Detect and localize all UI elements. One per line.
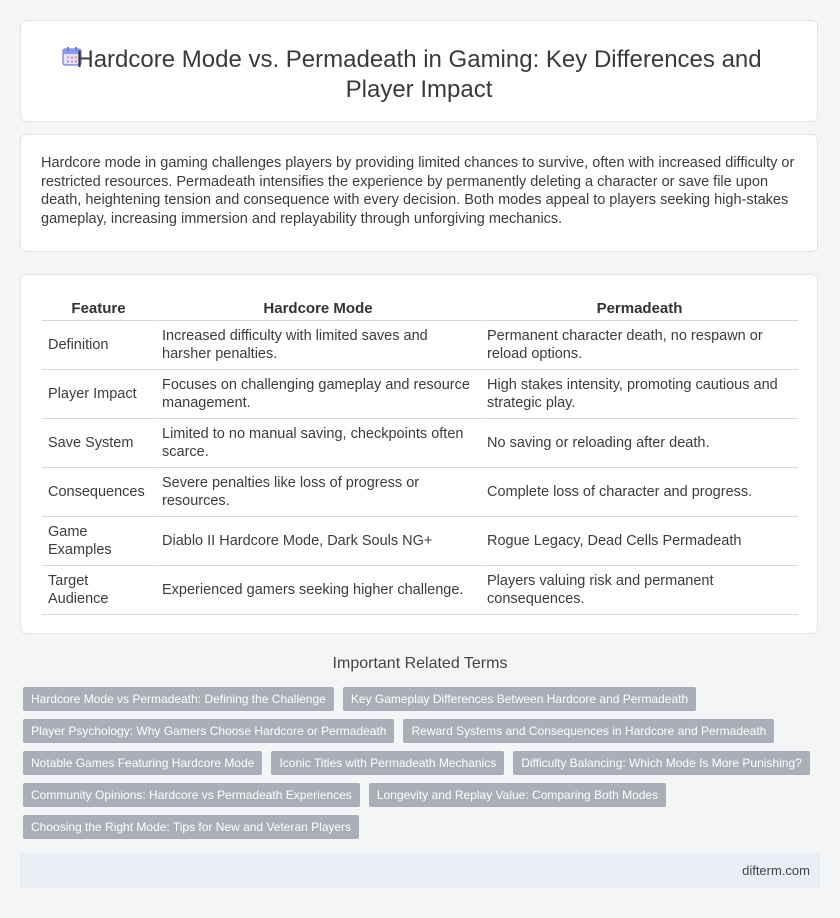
related-term-tag[interactable]: Iconic Titles with Permadeath Mechanics	[271, 751, 504, 775]
table-row	[42, 468, 798, 517]
hardcore-cell: Limited to no manual saving, checkpoints often scarce.	[155, 419, 480, 468]
feature-cell: Save System	[42, 419, 155, 468]
table-row	[42, 321, 798, 370]
hardcore-cell: Focuses on challenging gameplay and resource management.	[155, 370, 480, 419]
permadeath-cell: Permanent character death, no respawn or reload options.	[480, 321, 798, 370]
hardcore-cell: Diablo II Hardcore Mode, Dark Souls NG+	[155, 517, 480, 566]
related-terms-heading: Important Related Terms	[332, 655, 508, 672]
comparison-table	[42, 296, 798, 615]
hardcore-cell: Increased difficulty with limited saves and harsher penalties.	[155, 321, 480, 370]
table-row	[42, 566, 798, 615]
header-permadeath: Permadeath	[480, 296, 798, 321]
table-row	[42, 419, 798, 468]
feature-cell: Target Audience	[42, 566, 155, 615]
table-row	[42, 370, 798, 419]
permadeath-cell: Rogue Legacy, Dead Cells Permadeath	[480, 517, 798, 566]
related-term-tag[interactable]: Community Opinions: Hardcore vs Permadeath Experiences	[23, 783, 360, 807]
header-hardcore: Hardcore Mode	[155, 296, 480, 321]
related-term-tag[interactable]: Hardcore Mode vs Permadeath: Defining the Challenge	[23, 687, 334, 711]
feature-cell: Consequences	[42, 468, 155, 517]
related-term-tag[interactable]: Notable Games Featuring Hardcore Mode	[23, 751, 262, 775]
related-term-tag[interactable]: Reward Systems and Consequences in Hardcore and Permadeath	[403, 719, 774, 743]
related-term-tag[interactable]: Player Psychology: Why Gamers Choose Hardcore or Permadeath	[23, 719, 394, 743]
intro-card	[20, 134, 818, 252]
related-terms-tags	[23, 687, 823, 847]
feature-cell: Player Impact	[42, 370, 155, 419]
intro-paragraph: Hardcore mode in gaming challenges players by providing limited chances to survive, often with increased difficulty or restricted resources. Permadeath intensifies the experience by permanently deleting a character or save file upon death, heightening tension and consequence with every decision. Both modes appeal to players seeking high-stakes gameplay, increasing immersion and replayability through unforgiving mechanics.	[41, 155, 795, 227]
comparison-card	[20, 274, 818, 634]
footer	[20, 854, 820, 888]
hardcore-cell: Experienced gamers seeking higher challenge.	[155, 566, 480, 615]
permadeath-cell: Complete loss of character and progress.	[480, 468, 798, 517]
table-header-row	[42, 296, 798, 321]
footer-site-name[interactable]: difterm.com	[742, 863, 810, 878]
title-card	[20, 20, 818, 122]
related-term-tag[interactable]: Difficulty Balancing: Which Mode Is More Punishing?	[513, 751, 810, 775]
table-row	[42, 517, 798, 566]
related-term-tag[interactable]: Longevity and Replay Value: Comparing Both Modes	[369, 783, 666, 807]
hardcore-cell: Severe penalties like loss of progress or resources.	[155, 468, 480, 517]
feature-cell: Definition	[42, 321, 155, 370]
permadeath-cell: High stakes intensity, promoting cautious and strategic play.	[480, 370, 798, 419]
header-feature: Feature	[42, 296, 155, 321]
permadeath-cell: Players valuing risk and permanent consequences.	[480, 566, 798, 615]
related-term-tag[interactable]: Key Gameplay Differences Between Hardcore and Permadeath	[343, 687, 696, 711]
related-term-tag[interactable]: Choosing the Right Mode: Tips for New and Veteran Players	[23, 815, 359, 839]
permadeath-cell: No saving or reloading after death.	[480, 419, 798, 468]
page-title: Hardcore Mode vs. Permadeath in Gaming: Key Differences and Player Impact	[76, 46, 762, 103]
feature-cell: Game Examples	[42, 517, 155, 566]
